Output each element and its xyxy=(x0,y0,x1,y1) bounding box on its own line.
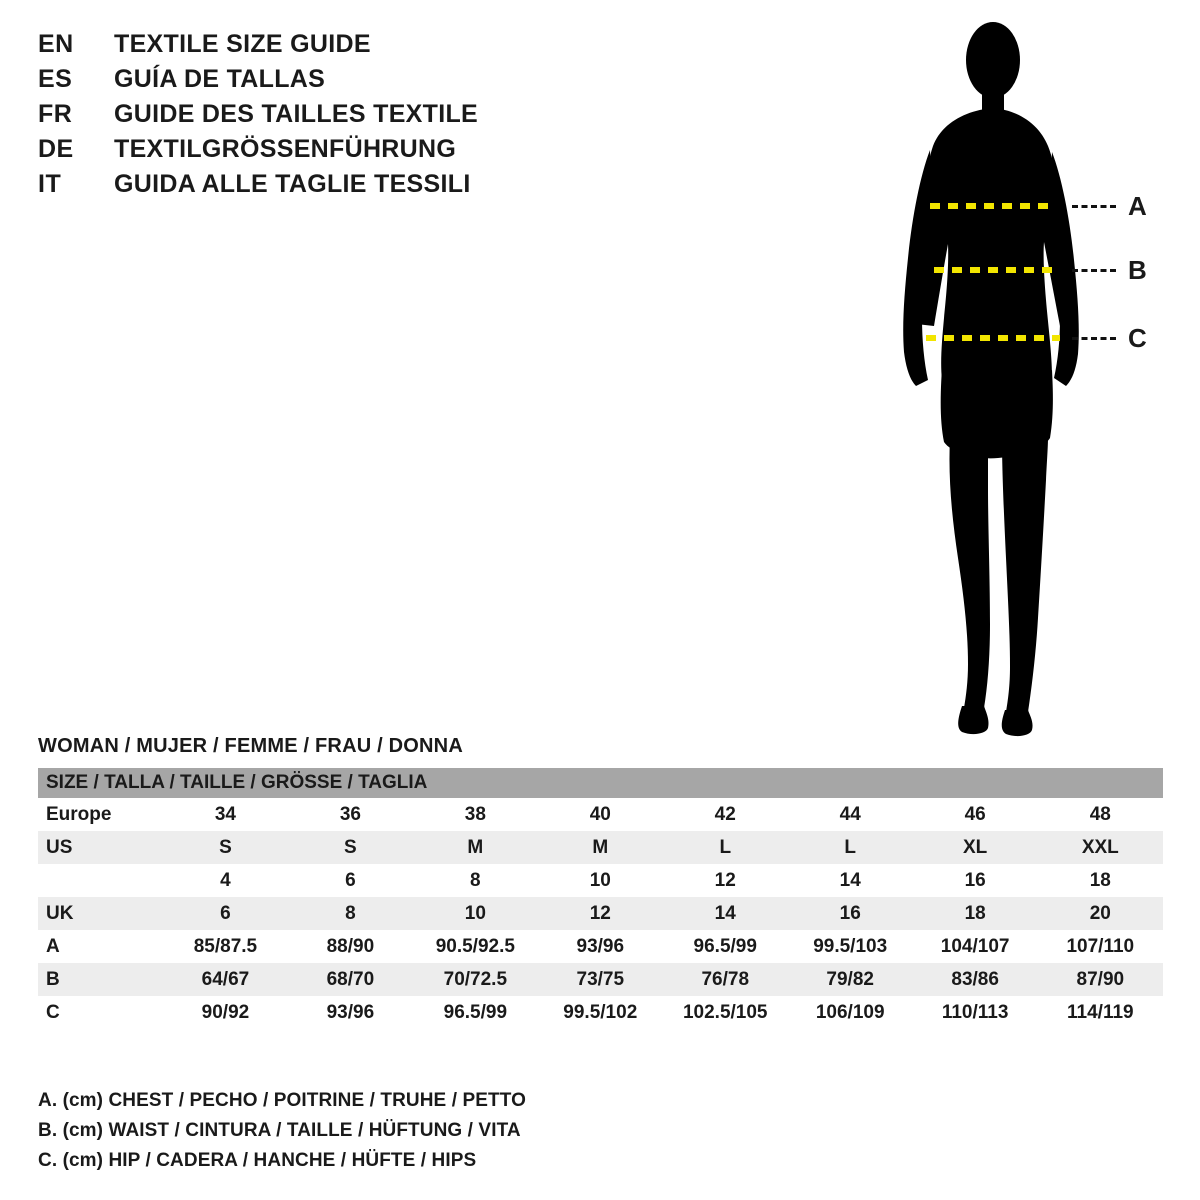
table-cell: 18 xyxy=(913,897,1038,930)
table-cell: 99.5/102 xyxy=(538,996,663,1029)
table-cell: M xyxy=(538,831,663,864)
row-label xyxy=(38,864,163,897)
woman-silhouette-icon xyxy=(860,18,1180,738)
language-title: GUÍA DE TALLAS xyxy=(114,65,326,93)
table-cell: 16 xyxy=(788,897,913,930)
table-cell: L xyxy=(663,831,788,864)
table-cell: 4 xyxy=(163,864,288,897)
language-title: GUIDE DES TAILLES TEXTILE xyxy=(114,100,479,128)
table-cell: 68/70 xyxy=(288,963,413,996)
table-cell: 12 xyxy=(663,864,788,897)
table-cell: S xyxy=(163,831,288,864)
table-cell: 40 xyxy=(538,798,663,831)
table-cell: 114/119 xyxy=(1038,996,1163,1029)
language-title: GUIDA ALLE TAGLIE TESSILI xyxy=(114,170,471,198)
table-cell: XXL xyxy=(1038,831,1163,864)
table-cell: 93/96 xyxy=(288,996,413,1029)
table-cell: 90/92 xyxy=(163,996,288,1029)
marker-row-b xyxy=(1072,255,1147,285)
figure-area xyxy=(860,18,1180,738)
row-label: UK xyxy=(38,897,163,930)
table-cell: 106/109 xyxy=(788,996,913,1029)
table-row xyxy=(38,831,1163,864)
table-cell: 79/82 xyxy=(788,963,913,996)
table-cell: 14 xyxy=(788,864,913,897)
table-cell: 14 xyxy=(663,897,788,930)
size-table xyxy=(38,768,1163,1029)
table-row xyxy=(38,963,1163,996)
table-cell: 85/87.5 xyxy=(163,930,288,963)
language-code: EN xyxy=(38,30,74,58)
table-cell: 93/96 xyxy=(538,930,663,963)
table-row xyxy=(38,864,1163,897)
size-table-section xyxy=(38,735,1163,1029)
row-label: B xyxy=(38,963,163,996)
language-row xyxy=(38,170,598,205)
table-cell: 73/75 xyxy=(538,963,663,996)
table-row xyxy=(38,930,1163,963)
table-cell: XL xyxy=(913,831,1038,864)
table-cell: 102.5/105 xyxy=(663,996,788,1029)
table-cell: 104/107 xyxy=(913,930,1038,963)
table-cell: 96.5/99 xyxy=(663,930,788,963)
language-code: ES xyxy=(38,65,73,93)
table-header-row xyxy=(38,768,1163,798)
leader-line-icon xyxy=(1072,205,1116,208)
leader-line-icon xyxy=(1072,337,1116,340)
marker-label-a: A xyxy=(1128,191,1147,221)
table-cell: 8 xyxy=(288,897,413,930)
table-cell: 36 xyxy=(288,798,413,831)
table-cell: 8 xyxy=(413,864,538,897)
language-title-block xyxy=(38,30,598,205)
row-label: C xyxy=(38,996,163,1029)
marker-row-c xyxy=(1072,323,1147,353)
language-title: TEXTILGRÖSSENFÜHRUNG xyxy=(114,135,457,163)
table-cell: 6 xyxy=(163,897,288,930)
table-cell: 6 xyxy=(288,864,413,897)
language-row xyxy=(38,100,598,135)
row-label: A xyxy=(38,930,163,963)
table-cell: 10 xyxy=(413,897,538,930)
table-cell: 42 xyxy=(663,798,788,831)
table-cell: 96.5/99 xyxy=(413,996,538,1029)
table-cell: 90.5/92.5 xyxy=(413,930,538,963)
table-cell: 88/90 xyxy=(288,930,413,963)
marker-label-c: C xyxy=(1128,323,1147,353)
table-cell: 48 xyxy=(1038,798,1163,831)
footnotes-block xyxy=(38,1086,938,1176)
marker-label-b: B xyxy=(1128,255,1147,285)
table-cell: 110/113 xyxy=(913,996,1038,1029)
table-cell: S xyxy=(288,831,413,864)
table-cell: 16 xyxy=(913,864,1038,897)
language-code: FR xyxy=(38,100,73,128)
section-label: WOMAN / MUJER / FEMME / FRAU / DONNA xyxy=(38,735,463,757)
footnote-chest: A. (cm) CHEST / PECHO / POITRINE / TRUHE / PETTO xyxy=(38,1090,526,1111)
table-header-label: SIZE / TALLA / TAILLE / GRÖSSE / TAGLIA xyxy=(38,768,1163,798)
table-cell: 34 xyxy=(163,798,288,831)
table-cell: 64/67 xyxy=(163,963,288,996)
language-code: DE xyxy=(38,135,74,163)
table-cell: 18 xyxy=(1038,864,1163,897)
language-row xyxy=(38,30,598,65)
table-cell: L xyxy=(788,831,913,864)
language-row xyxy=(38,135,598,170)
table-cell: 76/78 xyxy=(663,963,788,996)
table-cell: 46 xyxy=(913,798,1038,831)
footnote-waist: B. (cm) WAIST / CINTURA / TAILLE / HÜFTUNG / VITA xyxy=(38,1120,521,1141)
table-row xyxy=(38,798,1163,831)
table-row xyxy=(38,996,1163,1029)
leader-line-icon xyxy=(1072,269,1116,272)
table-cell: 20 xyxy=(1038,897,1163,930)
table-cell: 99.5/103 xyxy=(788,930,913,963)
table-cell: 44 xyxy=(788,798,913,831)
row-label: US xyxy=(38,831,163,864)
table-cell: 12 xyxy=(538,897,663,930)
table-cell: 107/110 xyxy=(1038,930,1163,963)
table-cell: M xyxy=(413,831,538,864)
language-code: IT xyxy=(38,170,62,198)
language-row xyxy=(38,65,598,100)
table-cell: 10 xyxy=(538,864,663,897)
table-cell: 70/72.5 xyxy=(413,963,538,996)
footnote-hip: C. (cm) HIP / CADERA / HANCHE / HÜFTE / HIPS xyxy=(38,1150,477,1171)
table-cell: 87/90 xyxy=(1038,963,1163,996)
table-cell: 83/86 xyxy=(913,963,1038,996)
table-cell: 38 xyxy=(413,798,538,831)
row-label: Europe xyxy=(38,798,163,831)
marker-row-a xyxy=(1072,191,1147,221)
language-title: TEXTILE SIZE GUIDE xyxy=(114,30,371,58)
table-row xyxy=(38,897,1163,930)
